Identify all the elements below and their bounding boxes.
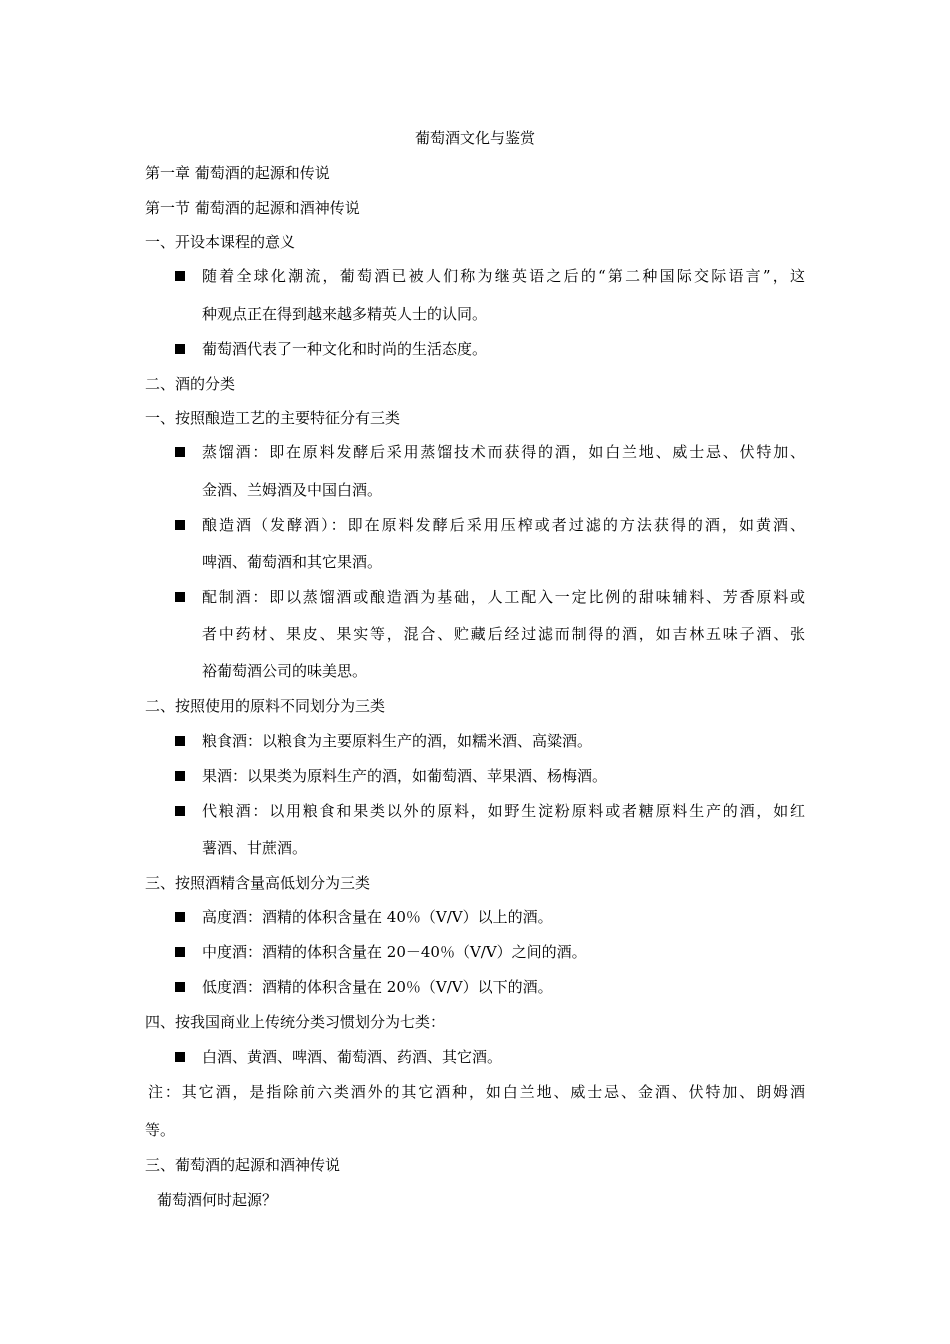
list-item-text: 蒸馏酒：即在原料发酵后采用蒸馏技术而获得的酒，如白兰地、威士忌、伏特加、	[202, 443, 805, 461]
sub2-heading: 二、按照使用的原料不同划分为三类	[145, 697, 386, 715]
list-item-text: 配制酒：即以蒸馏酒或酿造酒为基础，人工配入一定比例的甜味辅料、芳香原料或	[202, 588, 805, 606]
list-item-continuation: 薯酒、甘蔗酒。	[202, 839, 308, 857]
list-item-continuation: 者中药材、果皮、果实等，混合、贮藏后经过滤而制得的酒，如吉林五味子酒、张	[202, 625, 805, 643]
list-item-continuation: 裕葡萄酒公司的味美思。	[202, 662, 368, 680]
square-bullet-icon	[175, 592, 185, 602]
sub1-heading: 一、按照酿造工艺的主要特征分有三类	[145, 409, 401, 427]
list-item-text: 中度酒：酒精的体积含量在 20－40％（V/V）之间的酒。	[202, 943, 587, 961]
note-continuation: 等。	[145, 1121, 176, 1139]
list-item-text: 白酒、黄酒、啤酒、葡萄酒、药酒、其它酒。	[202, 1048, 503, 1066]
list-item-text: 粮食酒：以粮食为主要原料生产的酒，如糯米酒、高粱酒。	[202, 732, 593, 750]
part2-heading: 二、酒的分类	[145, 375, 236, 393]
question-text: 葡萄酒何时起源？	[157, 1191, 278, 1209]
sub4-heading: 四、按我国商业上传统分类习惯划分为七类：	[145, 1013, 446, 1031]
list-item-text: 高度酒：酒精的体积含量在 40％（V/V）以上的酒。	[202, 908, 553, 926]
square-bullet-icon	[175, 771, 185, 781]
square-bullet-icon	[175, 520, 185, 530]
page-title: 葡萄酒文化与鉴赏	[414, 129, 535, 147]
square-bullet-icon	[175, 271, 185, 281]
list-item-text: 代粮酒：以用粮食和果类以外的原料，如野生淀粉原料或者糖原料生产的酒，如红	[202, 802, 805, 820]
square-bullet-icon	[175, 806, 185, 816]
square-bullet-icon	[175, 447, 185, 457]
list-item-text: 随着全球化潮流，葡萄酒已被人们称为继英语之后的“第二种国际交际语言”，这	[202, 267, 805, 285]
list-item-continuation: 种观点正在得到越来越多精英人士的认同。	[202, 305, 488, 323]
part1-heading: 一、开设本课程的意义	[145, 233, 296, 251]
list-item-continuation: 金酒、兰姆酒及中国白酒。	[202, 481, 383, 499]
list-item-text: 低度酒：酒精的体积含量在 20％（V/V）以下的酒。	[202, 978, 553, 996]
square-bullet-icon	[175, 947, 185, 957]
list-item-text: 葡萄酒代表了一种文化和时尚的生活态度。	[202, 340, 488, 358]
list-item-continuation: 啤酒、葡萄酒和其它果酒。	[202, 553, 383, 571]
square-bullet-icon	[175, 982, 185, 992]
list-item-text: 酿造酒（发酵酒）：即在原料发酵后采用压榨或者过滤的方法获得的酒，如黄酒、	[202, 516, 805, 534]
note-text: 注：其它酒，是指除前六类酒外的其它酒种，如白兰地、威士忌、金酒、伏特加、朗姆酒	[148, 1083, 805, 1101]
section-heading: 第一节 葡萄酒的起源和酒神传说	[145, 199, 360, 217]
square-bullet-icon	[175, 912, 185, 922]
square-bullet-icon	[175, 344, 185, 354]
chapter-heading: 第一章 葡萄酒的起源和传说	[145, 164, 330, 182]
sub3-heading: 三、按照酒精含量高低划分为三类	[145, 874, 371, 892]
square-bullet-icon	[175, 736, 185, 746]
square-bullet-icon	[175, 1052, 185, 1062]
part3-heading: 三、葡萄酒的起源和酒神传说	[145, 1156, 341, 1174]
list-item-text: 果酒：以果类为原料生产的酒，如葡萄酒、苹果酒、杨梅酒。	[202, 767, 608, 785]
